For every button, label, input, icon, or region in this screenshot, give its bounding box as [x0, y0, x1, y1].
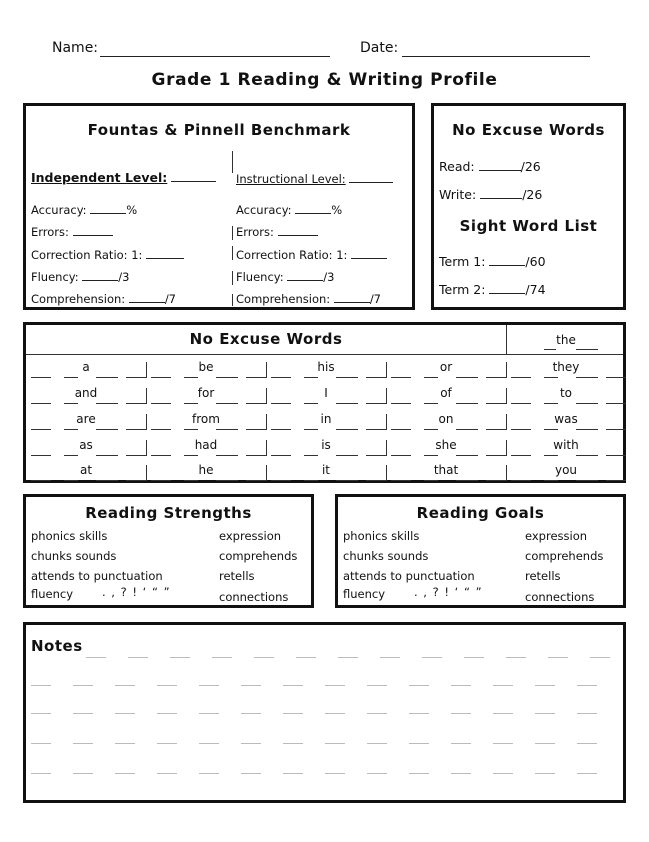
column-divider [506, 414, 507, 430]
goal-item[interactable]: retells [525, 569, 561, 583]
note-line[interactable] [409, 743, 429, 744]
answer-line[interactable] [576, 429, 598, 430]
answer-line[interactable] [606, 377, 626, 378]
note-line[interactable] [577, 685, 597, 686]
note-line[interactable] [31, 685, 51, 686]
column-divider [386, 388, 387, 404]
instructional-level[interactable]: Instructional Level: [236, 170, 393, 186]
goal-item[interactable]: attends to punctuation [343, 569, 475, 583]
answer-line[interactable] [511, 480, 531, 481]
note-line[interactable] [157, 743, 177, 744]
answer-line[interactable] [216, 377, 238, 378]
word-cell: is [321, 438, 331, 452]
note-line[interactable] [493, 713, 513, 714]
notes-box[interactable] [23, 622, 626, 803]
answer-line[interactable] [456, 403, 478, 404]
note-line[interactable] [325, 743, 345, 744]
answer-line[interactable] [511, 455, 531, 456]
answer-line[interactable] [151, 480, 171, 481]
word-cell: as [79, 438, 93, 452]
no-excuse-summary-title: No Excuse Words [452, 121, 605, 139]
note-line[interactable] [241, 713, 261, 714]
note-line[interactable] [283, 773, 303, 774]
answer-line[interactable] [424, 480, 438, 481]
answer-line[interactable] [544, 429, 558, 430]
answer-line[interactable] [456, 480, 478, 481]
note-line[interactable] [73, 685, 93, 686]
answer-line[interactable] [96, 403, 118, 404]
note-line[interactable] [31, 773, 51, 774]
answer-line[interactable] [126, 403, 146, 404]
column-divider [146, 362, 147, 378]
note-line[interactable] [535, 773, 555, 774]
answer-line[interactable] [486, 403, 506, 404]
word-cell: they [552, 360, 580, 374]
instructional-comprehension[interactable]: Comprehension: /7 [236, 292, 382, 306]
answer-line[interactable] [366, 377, 386, 378]
answer-line[interactable] [486, 377, 506, 378]
goal-item[interactable]: fluency [343, 587, 386, 601]
independent-accuracy[interactable]: Accuracy: % [31, 203, 138, 217]
note-line[interactable] [254, 657, 274, 658]
word-cell: or [439, 360, 453, 374]
answer-line[interactable] [151, 455, 171, 456]
goal-item[interactable]: chunks sounds [343, 549, 429, 563]
goal-punctuation[interactable]: . , ? ! ‘ “ ” [414, 585, 483, 599]
answer-line[interactable] [606, 403, 626, 404]
note-line[interactable] [577, 743, 597, 744]
column-divider [266, 465, 267, 481]
answer-line[interactable] [126, 429, 146, 430]
note-line[interactable] [283, 685, 303, 686]
notes-title: Notes [31, 637, 83, 655]
word-cell: are [76, 412, 96, 426]
strength-item[interactable]: expression [219, 529, 282, 543]
answer-line[interactable] [96, 377, 118, 378]
note-line[interactable] [380, 657, 400, 658]
date-label: Date: [360, 40, 399, 56]
independent-comprehension[interactable]: Comprehension: /7 [31, 292, 177, 306]
benchmark-box [23, 103, 415, 310]
strength-item[interactable]: phonics skills [31, 529, 108, 543]
note-line[interactable] [590, 657, 610, 658]
page-title: Grade 1 Reading & Writing Profile [151, 70, 498, 90]
answer-line[interactable] [336, 403, 358, 404]
answer-line[interactable] [126, 480, 146, 481]
answer-line[interactable] [216, 455, 238, 456]
note-line[interactable] [115, 773, 135, 774]
strengths-title: Reading Strengths [85, 504, 252, 522]
goal-item[interactable]: phonics skills [343, 529, 420, 543]
word-cell: at [79, 463, 93, 477]
name-field[interactable] [100, 56, 330, 57]
note-line[interactable] [86, 657, 106, 658]
answer-line[interactable] [336, 455, 358, 456]
independent-errors[interactable]: Errors: [31, 223, 113, 239]
column-divider [146, 414, 147, 430]
word-top-right: the [556, 333, 576, 347]
reading-strengths-box [23, 494, 314, 608]
term2-score[interactable]: Term 2: /74 [439, 282, 546, 297]
note-line[interactable] [170, 657, 190, 658]
note-line[interactable] [338, 657, 358, 658]
answer-line[interactable] [576, 377, 598, 378]
note-line[interactable] [535, 713, 555, 714]
answer-line[interactable] [184, 455, 198, 456]
word-table-box [23, 322, 626, 483]
note-line[interactable] [296, 657, 316, 658]
answer-line[interactable] [391, 480, 411, 481]
note-line[interactable] [493, 743, 513, 744]
note-line[interactable] [157, 773, 177, 774]
word-cell: and [74, 386, 98, 400]
column-divider [506, 440, 507, 456]
note-line[interactable] [493, 773, 513, 774]
answer-line[interactable] [304, 429, 318, 430]
answer-line[interactable] [606, 455, 626, 456]
write-score[interactable]: Write: /26 [439, 187, 543, 202]
column-divider [146, 440, 147, 456]
word-cell: for [197, 386, 215, 400]
answer-line[interactable] [336, 377, 358, 378]
note-line[interactable] [409, 773, 429, 774]
answer-line[interactable] [606, 429, 626, 430]
answer-line[interactable] [456, 377, 478, 378]
note-line[interactable] [548, 657, 568, 658]
sight-word-title: Sight Word List [459, 217, 598, 235]
answer-line[interactable] [246, 377, 266, 378]
answer-line[interactable] [366, 403, 386, 404]
strength-item[interactable]: fluency [31, 587, 74, 601]
column-divider [266, 388, 267, 404]
note-line[interactable] [115, 713, 135, 714]
word-cell: was [554, 412, 578, 426]
answer-line[interactable] [391, 455, 411, 456]
answer-line[interactable] [271, 480, 291, 481]
word-cell: to [559, 386, 573, 400]
strength-item[interactable]: connections [219, 590, 289, 604]
column-divider [386, 465, 387, 481]
answer-line[interactable] [304, 455, 318, 456]
name-label: Name: [52, 40, 99, 56]
answer-line[interactable] [366, 480, 386, 481]
word-cell: be [198, 360, 214, 374]
column-divider [386, 414, 387, 430]
note-line[interactable] [73, 773, 93, 774]
answer-line[interactable] [151, 403, 171, 404]
column-divider [386, 362, 387, 378]
independent-level[interactable]: Independent Level: [31, 169, 216, 185]
answer-line[interactable] [391, 377, 411, 378]
note-line[interactable] [451, 773, 471, 774]
answer-line[interactable] [576, 480, 598, 481]
answer-line[interactable] [184, 403, 198, 404]
answer-line[interactable] [184, 480, 198, 481]
answer-line[interactable] [216, 429, 238, 430]
note-line[interactable] [325, 713, 345, 714]
column-divider [146, 465, 147, 481]
answer-line[interactable] [456, 455, 478, 456]
answer-line[interactable] [151, 377, 171, 378]
word-cell: you [554, 463, 578, 477]
column-divider [266, 414, 267, 430]
answer-line[interactable] [271, 377, 291, 378]
note-line[interactable] [115, 743, 135, 744]
note-line[interactable] [577, 713, 597, 714]
column-divider [146, 388, 147, 404]
word-cell: in [320, 412, 332, 426]
strength-item[interactable]: chunks sounds [31, 549, 117, 563]
goals-title: Reading Goals [416, 504, 545, 522]
answer-line[interactable] [336, 480, 358, 481]
answer-line[interactable] [424, 403, 438, 404]
note-line[interactable] [241, 685, 261, 686]
answer-line[interactable] [64, 377, 78, 378]
answer-line[interactable] [544, 377, 558, 378]
word-cell: it [321, 463, 331, 477]
answer-line[interactable] [96, 455, 118, 456]
note-line[interactable] [325, 773, 345, 774]
answer-line[interactable] [246, 480, 266, 481]
note-line[interactable] [325, 685, 345, 686]
note-line[interactable] [493, 685, 513, 686]
answer-line[interactable] [544, 403, 558, 404]
answer-line[interactable] [511, 403, 531, 404]
note-line[interactable] [464, 657, 484, 658]
note-line[interactable] [367, 685, 387, 686]
answer-line[interactable] [271, 455, 291, 456]
answer-line[interactable] [96, 480, 118, 481]
strength-punctuation[interactable]: . , ? ! ‘ “ ” [102, 585, 171, 599]
note-line[interactable] [535, 685, 555, 686]
answer-line[interactable] [271, 429, 291, 430]
answer-line[interactable] [246, 403, 266, 404]
goal-item[interactable]: connections [525, 590, 595, 604]
word-cell: I [324, 386, 328, 400]
word-cell: his [317, 360, 335, 374]
word-cell: from [192, 412, 220, 426]
note-line[interactable] [73, 743, 93, 744]
goal-item[interactable]: expression [525, 529, 588, 543]
note-line[interactable] [128, 657, 148, 658]
strength-item[interactable]: attends to punctuation [31, 569, 163, 583]
answer-line[interactable] [486, 455, 506, 456]
column-divider [386, 440, 387, 456]
column-divider [506, 465, 507, 481]
instructional-accuracy[interactable]: Accuracy: % [236, 203, 343, 217]
reading-goals-box [335, 494, 626, 608]
term1-score[interactable]: Term 1: /60 [439, 254, 546, 269]
word-cell: on [438, 412, 454, 426]
answer-line[interactable] [271, 403, 291, 404]
note-line[interactable] [157, 713, 177, 714]
strength-item[interactable]: comprehends [219, 549, 298, 563]
word-cell: a [82, 360, 90, 374]
word-cell: had [194, 438, 218, 452]
answer-line[interactable] [31, 480, 51, 481]
answer-line[interactable] [31, 377, 51, 378]
note-line[interactable] [199, 713, 219, 714]
note-line[interactable] [367, 773, 387, 774]
answer-line[interactable] [424, 377, 438, 378]
answer-line[interactable] [184, 377, 198, 378]
note-line[interactable] [241, 773, 261, 774]
answer-line[interactable] [151, 429, 171, 430]
answer-line[interactable] [336, 429, 358, 430]
answer-line[interactable] [31, 455, 51, 456]
note-line[interactable] [157, 685, 177, 686]
answer-line[interactable] [31, 429, 51, 430]
answer-line[interactable] [486, 429, 506, 430]
no-excuse-summary-box [431, 103, 626, 310]
instructional-fluency[interactable]: Fluency: /3 [236, 270, 335, 284]
note-line[interactable] [199, 743, 219, 744]
note-line[interactable] [115, 685, 135, 686]
read-score[interactable]: Read: /26 [439, 159, 541, 174]
answer-line[interactable] [246, 455, 266, 456]
answer-line[interactable] [246, 429, 266, 430]
note-line[interactable] [31, 743, 51, 744]
word-table-title: No Excuse Words [189, 330, 343, 348]
answer-line[interactable] [544, 455, 558, 456]
answer-line[interactable] [391, 403, 411, 404]
note-line[interactable] [451, 713, 471, 714]
date-field[interactable] [402, 56, 590, 57]
answer-line[interactable] [31, 403, 51, 404]
note-line[interactable] [535, 743, 555, 744]
answer-line[interactable] [366, 429, 386, 430]
answer-line[interactable] [216, 403, 238, 404]
answer-line[interactable] [486, 480, 506, 481]
answer-line[interactable] [304, 480, 318, 481]
note-line[interactable] [241, 743, 261, 744]
answer-line[interactable] [64, 480, 78, 481]
answer-line[interactable] [216, 480, 238, 481]
answer-line[interactable] [511, 429, 531, 430]
note-line[interactable] [212, 657, 232, 658]
answer-line[interactable] [366, 455, 386, 456]
goal-item[interactable]: comprehends [525, 549, 604, 563]
answer-line[interactable] [126, 377, 146, 378]
answer-line[interactable] [64, 455, 78, 456]
note-line[interactable] [199, 773, 219, 774]
note-line[interactable] [367, 743, 387, 744]
instructional-errors[interactable]: Errors: [236, 223, 318, 239]
note-line[interactable] [199, 685, 219, 686]
answer-line[interactable] [456, 429, 478, 430]
answer-line[interactable] [184, 429, 198, 430]
note-line[interactable] [283, 713, 303, 714]
answer-line[interactable] [64, 403, 78, 404]
answer-line[interactable] [544, 480, 558, 481]
note-line[interactable] [367, 713, 387, 714]
answer-line[interactable] [304, 377, 318, 378]
note-line[interactable] [409, 685, 429, 686]
benchmark-title: Fountas & Pinnell Benchmark [87, 121, 351, 139]
answer-line[interactable] [424, 429, 438, 430]
note-line[interactable] [577, 773, 597, 774]
answer-line[interactable] [126, 455, 146, 456]
instructional-correction[interactable]: Correction Ratio: 1: [236, 246, 387, 262]
word-cell: of [440, 386, 452, 400]
word-cell: he [198, 463, 214, 477]
answer-line[interactable] [576, 455, 598, 456]
answer-line[interactable] [64, 429, 78, 430]
word-cell: that [433, 463, 459, 477]
independent-correction[interactable]: Correction Ratio: 1: [31, 246, 184, 262]
answer-line[interactable] [96, 429, 118, 430]
column-divider [266, 362, 267, 378]
answer-line[interactable] [606, 480, 626, 481]
note-line[interactable] [422, 657, 442, 658]
word-cell: with [553, 438, 579, 452]
word-cell: she [435, 438, 457, 452]
column-divider [266, 440, 267, 456]
note-line[interactable] [73, 713, 93, 714]
note-line[interactable] [409, 713, 429, 714]
answer-line[interactable] [391, 429, 411, 430]
answer-line[interactable] [576, 403, 598, 404]
strength-item[interactable]: retells [219, 569, 255, 583]
note-line[interactable] [283, 743, 303, 744]
answer-line[interactable] [424, 455, 438, 456]
note-line[interactable] [31, 713, 51, 714]
note-line[interactable] [451, 743, 471, 744]
answer-line[interactable] [304, 403, 318, 404]
column-divider [506, 388, 507, 404]
note-line[interactable] [506, 657, 526, 658]
column-divider [506, 362, 507, 378]
independent-fluency[interactable]: Fluency: /3 [31, 270, 130, 284]
note-line[interactable] [451, 685, 471, 686]
answer-line[interactable] [511, 377, 531, 378]
